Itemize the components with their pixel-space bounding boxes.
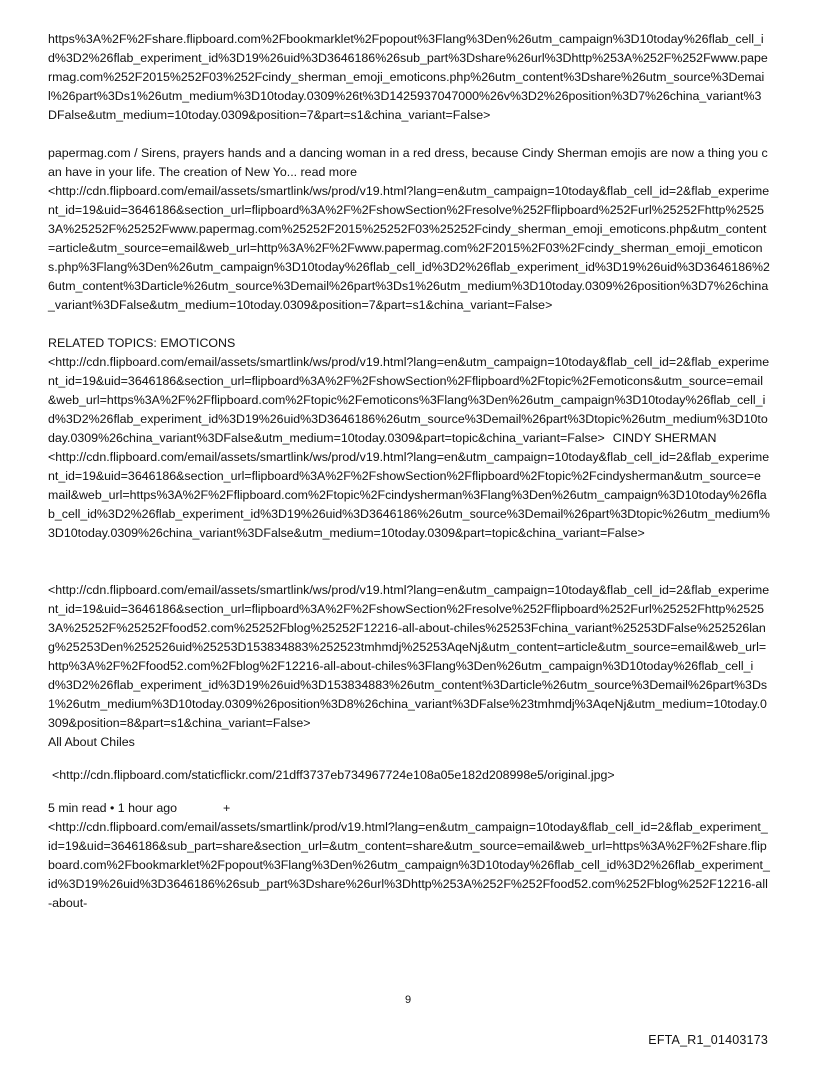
document-body (48, 30, 770, 913)
image-link[interactable]: <http://cdn.flipboard.com/staticflickr.com/21dff3737eb734967724e108a05e182d208998e5/original.jpg> (52, 768, 615, 782)
read-meta-line (48, 799, 770, 818)
share-link-bottom[interactable]: <http://cdn.flipboard.com/email/assets/smartlink/prod/v19.html?lang=en&utm_campaign=10today&flab_cell_id=2&flab_experiment_id=19&uid=3646186&sub_part=share&section_url=&utm_content=share&utm_source=email&web_url=https%3A%2F%2Fshare.flipboard.com%2Fbookmarklet%2Fpopout%3Flang%3Den%26utm_campaign%3D10today%26flab_cell_id%3D2%26flab_experiment_id%3D19%26uid%3D3646186%26sub_part%3Dshare%26url%3Dhttp%253A%252F%252Ffood52.com%252Fblog%252F12216-all-about- (48, 820, 770, 910)
food52-title: All About Chiles (48, 735, 135, 749)
read-meta: 5 min read • 1 hour ago (48, 801, 178, 815)
emoticons-link[interactable]: <http://cdn.flipboard.com/email/assets/smartlink/ws/prod/v19.html?lang=en&utm_campaign=10today&flab_cell_id=2&flab_experiment_id=19&uid=3646186&section_url=flipboard%3A%2F%2FshowSection%2Fflipboard%2Ftopic%2Femoticons&utm_source=email&web_url=https%3A%2F%2Fflipboard.com%2Ftopic%2Femoticons%3Flang%3Den%26utm_campaign%3D10today%26flab_cell_id%3D2%26flab_experiment_id%3D19%26uid%3D3646186%26utm_source%3Demail%26part%3Dtopic%26utm_medium%3D10today.0309%26china_variant%3DFalse&utm_medium=10today.0309&part=topic&china_variant=False> (48, 355, 770, 445)
papermag-summary: papermag.com / Sirens, prayers hands and a dancing woman in a red dress, because Cindy Sherman emojis are now a thing you can have in your life. The creation of New Yo... read more (48, 146, 768, 179)
related-topics-label: RELATED TOPICS: EMOTICONS (48, 336, 236, 350)
bates-number: EFTA_R1_01403173 (648, 1033, 768, 1047)
page-number: 9 (404, 994, 412, 1006)
cindy-sherman-link[interactable]: <http://cdn.flipboard.com/email/assets/smartlink/ws/prod/v19.html?lang=en&utm_campaign=10today&flab_cell_id=2&flab_experiment_id=19&uid=3646186&section_url=flipboard%3A%2F%2FshowSection%2Fflipboard%2Ftopic%2Fcindysherman&utm_source=email&web_url=https%3A%2F%2Fflipboard.com%2Ftopic%2Fcindysherman%3Flang%3Den%26utm_campaign%3D10today%26flab_cell_id%3D2%26flab_experiment_id%3D19%26uid%3D3646186%26utm_source%3Demail%26part%3Dtopic%26utm_medium%3D10today.0309%26china_variant%3DFalse&utm_medium=10today.0309&part=topic&china_variant=False> (48, 450, 770, 540)
plus-icon[interactable]: + (223, 801, 231, 815)
related-topics-links (48, 353, 770, 448)
share-link-top[interactable]: https%3A%2F%2Fshare.flipboard.com%2Fbookmarklet%2Fpopout%3Flang%3Den%26utm_campaign%3D10today%26flab_cell_id%3D2%26flab_experiment_id%3D19%26uid%3D3646186%26sub_part%3Dshare%26url%3Dhttp%253A%252F%252Fwww.papermag.com%252F2015%252F03%252Fcindy_sherman_emoji_emoticons.php%26utm_content%3Dshare%26utm_source%3Demail%26part%3Ds1%26utm_medium%3D10today.0309%26t%3D1425937047000%26v%3D2%26position%3D7%26china_variant%3DFalse&utm_medium=10today.0309&position=7&part=s1&china_variant=False> (48, 32, 768, 122)
food52-link[interactable]: <http://cdn.flipboard.com/email/assets/smartlink/ws/prod/v19.html?lang=en&utm_campaign=10today&flab_cell_id=2&flab_experiment_id=19&uid=3646186&section_url=flipboard%3A%2F%2FshowSection%2Fresolve%252Fflipboard%252Furl%25252Fhttp%25253A%25252F%25252Ffood52.com%25252Fblog%25252F12216-all-about-chiles%25253Fchina_variant%25253DFalse%252526lang%25253Den%252526uid%25253D153834883%252523tmhmdj%25253AqeNj&utm_content=article&utm_source=email&web_url=http%3A%2F%2Ffood52.com%2Fblog%2F12216-all-about-chiles%3Flang%3Den%26utm_campaign%3D10today%26flab_cell_id%3D2%26flab_experiment_id%3D19%26uid%3D153834883%26utm_content%3Darticle%26utm_source%3Demail%26part%3Ds1%26utm_medium%3D10today.0309%26position%3D8%26china_variant%3DFalse%23tmhmdj%3AqeNj&utm_medium=10today.0309&position=8&part=s1&china_variant=False> (48, 583, 770, 730)
cindy-sherman-label: CINDY SHERMAN (612, 431, 717, 445)
papermag-link[interactable]: <http://cdn.flipboard.com/email/assets/smartlink/ws/prod/v19.html?lang=en&utm_campaign=10today&flab_cell_id=2&flab_experiment_id=19&uid=3646186&section_url=flipboard%3A%2F%2FshowSection%2Fresolve%252Fflipboard%252Furl%25252Fhttp%25253A%25252F%25252Fwww.papermag.com%25252F2015%25252F03%25252Fcindy_sherman_emoji_emoticons.php&utm_content=article&utm_source=email&web_url=http%3A%2F%2Fwww.papermag.com%2F2015%2F03%2Fcindy_sherman_emoji_emoticons.php%3Flang%3Den%26utm_campaign%3D10today%26flab_cell_id%3D2%26flab_experiment_id%3D19%26uid%3D3646186%26utm_content%3Darticle%26utm_source%3Demail%26part%3Ds1%26utm_medium%3D10today.0309%26position%3D7%26china_variant%3DFalse&utm_medium=10today.0309&position=7&part=s1&china_variant=False> (48, 184, 770, 312)
